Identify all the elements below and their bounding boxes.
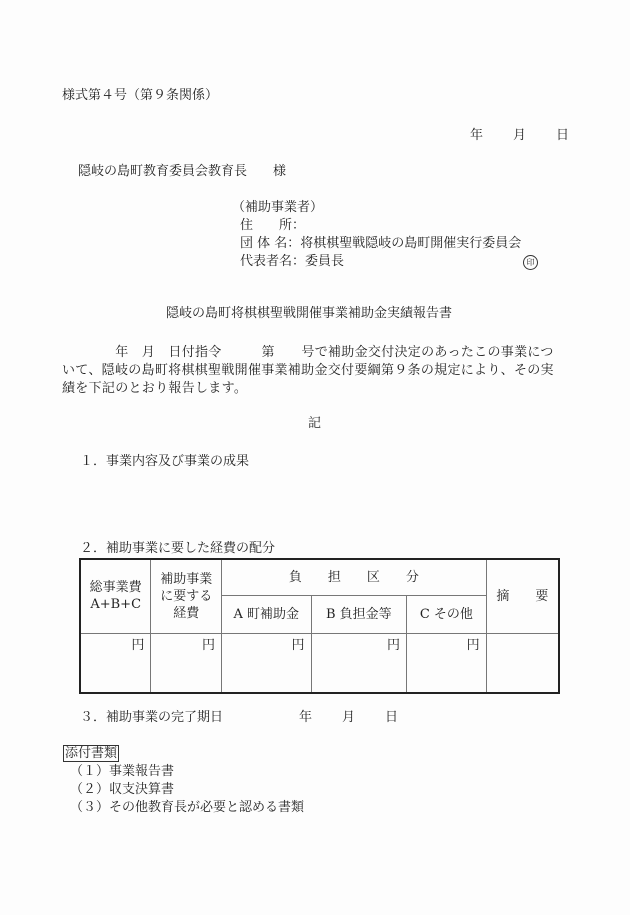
cell-remarks[interactable] [486,633,559,693]
header-subsidy-cost: 補助事業 に要する 経費 [151,559,222,633]
date-month: 月 [513,128,527,143]
document-title: 隠岐の島町将棋棋聖戦開催事業補助金実績報告書 [166,306,453,321]
header-b-contributions: B 負担金等 [311,595,407,633]
submission-date [470,128,569,144]
addressee-honorific: 様 [273,164,287,179]
section-1-heading: １．事業内容及び事業の成果 [80,454,250,469]
header-burden-category: 負 担 区 分 [222,559,487,595]
body-paragraph: 年 月 日付指令 第 号で補助金交付決定のあったこの事業について、隠岐の島町将棋棋聖戦開催事業補助金交付要綱第９条の規定により、その実績を下記のとおり報告します。 [62,345,554,396]
date-year: 年 [470,128,484,143]
expense-allocation-table [79,558,560,694]
cell-total-cost[interactable]: 円 [80,633,151,693]
addressee-name: 隠岐の島町教育委員会教育長 [78,164,248,179]
ki-heading: 記 [308,416,322,431]
completion-day: 日 [385,710,399,725]
applicant-address-row [240,218,314,234]
header-c-other: C その他 [407,595,487,633]
header-remarks: 摘 要 [486,559,559,633]
header-a-town-subsidy: A 町補助金 [222,595,312,633]
applicant-heading: （補助事業者） [232,200,324,215]
date-day: 日 [556,128,570,143]
cell-c-other[interactable]: 円 [407,633,487,693]
form-number: 様式第４号（第９条関係） [62,88,219,103]
completion-year: 年 [299,710,313,725]
rep-value: 委員長 [305,254,345,269]
address-label: 住 所： [240,218,306,233]
section-3-label: ３．補助事業の完了期日 [80,710,224,725]
rep-label: 代表者名： [240,254,306,269]
header-total-cost: 総事業費 A+B+C [80,559,151,633]
seal-mark: 印 [523,255,538,270]
org-value: 将棋棋聖戦隠岐の島町開催実行委員会 [300,236,522,251]
attachment-item: （３）その他教育長が必要と認める書類 [70,800,305,815]
cell-subsidy-cost[interactable]: 円 [151,633,222,693]
cell-a-town-subsidy[interactable]: 円 [222,633,312,693]
addressee [78,164,286,180]
section-2-heading: ２．補助事業に要した経費の配分 [80,541,276,556]
org-label: 団 体 名： [240,236,301,251]
completion-month: 月 [342,710,356,725]
attachment-item: （１）事業報告書 [70,764,175,779]
applicant-rep-row [240,254,344,270]
attachment-item: （２）収支決算書 [70,782,175,797]
attachments-heading: 添付書類 [65,746,118,761]
cell-b-contributions[interactable]: 円 [311,633,407,693]
section-3-completion-date [80,710,398,726]
applicant-org-row [240,236,521,252]
